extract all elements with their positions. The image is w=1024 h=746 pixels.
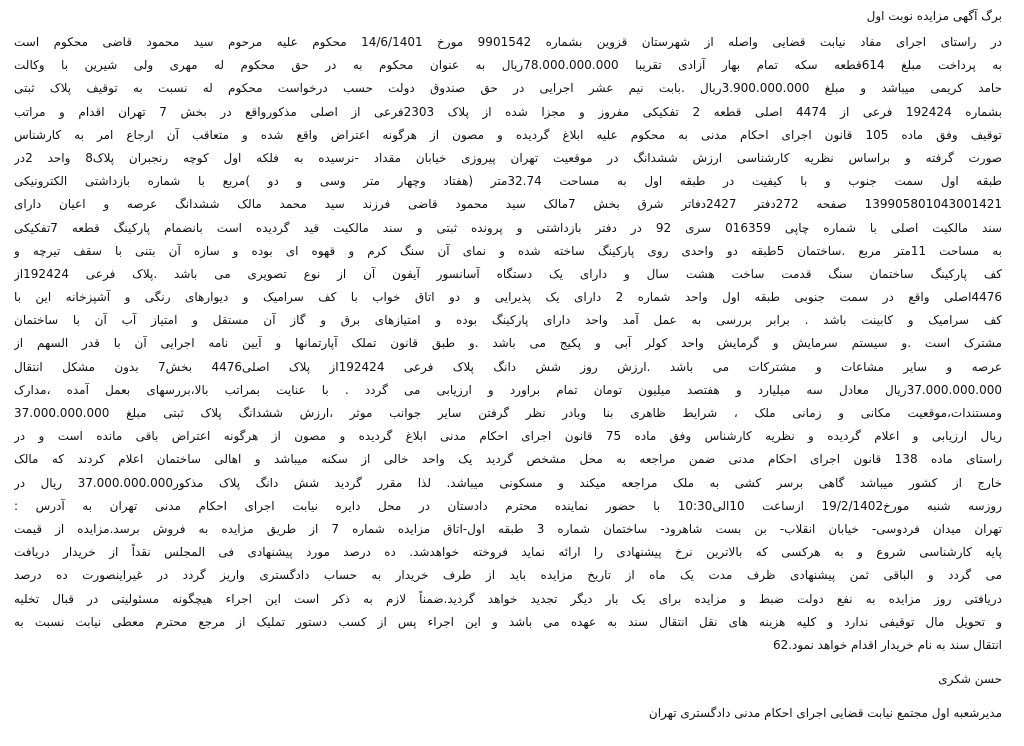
- body-line: 139905801043001421 صفحه 272دفتر 2427دفاتر شرق بخش 7مالک سید محمود قاضی فرزند سید محمد مالک ششدانگ عرصه و اعیان دارای: [14, 197, 1002, 212]
- body-line: ریال ارزیابی و اعلام گردیده و نظریه کارشناس وفق ماده 75 قانون اجرای احکام مدنی ابلاغ گردیده و مصون از هرگونه اعتراض باقی مانده است و در: [14, 429, 1002, 444]
- body-line: کف سرامیک و کابینت باشد . برابر بررسی به عمل آمد واحد دارای پارکینگ بوده و امتیازهای برق و گاز آن مستقل و امتیاز آب آن با ساختمان: [14, 313, 1002, 328]
- body-line: 4476اصلی واقع در سمت جنوبی طبقه اول واحد شماره 2 دارای یک پذیرایی و دو اتاق خواب با کف سرامیک و دیوارهای رنگی و آشپزخانه این با: [14, 290, 1002, 305]
- body-line: در راستای اجرای مفاد نیابت قضایی واصله از شهرستان قزوین بشماره 9901542 مورخ 14/6/1401 محکوم علیه مرحوم سید محمود قاضی محکوم است: [14, 35, 1002, 49]
- body-line: صورت گرفته و براساس نظریه کارشناسی ارزش ششدانگ در موقعیت تهران پیروزی خیابان مقداد -نرسیده به فلکه اول کوچه رنجبران پلاک8 واحد 2در: [14, 150, 1002, 165]
- body-line: روزسه شنبه مورخ19/2/1402 ازساعت 10الی10:30 با حضور نماینده محترم دادستان در محل دایره نیابت اجرای احکام مدنی تهران به آدرس :: [14, 498, 1002, 513]
- signer-name: حسن شکری: [938, 672, 1002, 687]
- body-line: می گردد و الباقی ثمن پیشنهادی ظرف مدت یک ماه از تاریخ مزایده باید از طرف خریدار به حساب دادگستری واریز گردد در غیراینصورت ده درصد: [14, 568, 1002, 583]
- body-line: پایه کارشناسی شروع و به هرکسی که بالاترین نرخ پیشنهادی را ارائه نماید فروخته خواهدشد. ده درصد مورد پیشنهادی فی المجلس نقداً از خریدار دریافت: [14, 545, 1002, 560]
- body-line: مشترک است .و سیستم سرمایش و گرمایش واحد کولر آبی و پکیج می باشد .و طبق قانون تملک آپارتمانها و آیین نامه اجرایی آن با قدر السهم از: [14, 336, 1002, 351]
- body-line: دریافتی روز مزایده به نفع دولت ضبط و مزایده برای یک بار دیگر تجدید خواهد گردید.ضمناً لازم به ذکر است این اجراء هیچگونه مسئولیتی در قبال تخلیه: [14, 591, 1002, 606]
- body-line: توقیف وفق ماده 105 قانون اجرای احکام مدنی به محکوم علیه ابلاغ گردیده و مصون از هرگونه اعتراض واقع شده و متعاقب آن ارجاع امر به کارشناس: [14, 127, 1002, 142]
- body-line: به پرداخت مبلغ 614قطعه سکه تمام بهار آزادی تقریبا 78.000.000.000ریال به عنوان محکوم به در حق محکوم له مهری ولی شیرین با وکالت: [14, 58, 1002, 73]
- body-line: خارج از کشور میباشد گاهی برسر کشی به ملک مراجعه میکند و مسکونی میباشد. لذا مقرر گردید شش دانگ پلاک مذکور37.000.000.000 ریال در: [14, 475, 1002, 490]
- body-line: 37.000.000.000ریال معادل سه میلیارد و هفتصد میلیون تومان تمام براورد و ارزیابی می گردد . با عنایت بمراتب بالا،بررسهای بعمل آمده ،مدارک: [14, 382, 1002, 397]
- body-line: انتقال سند به نام خریدار اقدام خواهد نمود.62: [772, 637, 1002, 652]
- body-line: ومستندات،موقعیت مکانی و زمانی ملک ، شرایط ظاهری بنا وبادر نظر گرفتن سایر جوانب موثر ،ارزش ششدانگ پلاک ثبتی مبلغ 37.000.000.000: [14, 406, 1002, 420]
- body-line: بشماره 192424 فرعی از 4474 اصلی قطعه 2 تفکیکی مفروز و مجزا شده از پلاک 2303فرعی از اصلی مذکورواقع در بخش 7 تهران اقدام و مراتب: [14, 104, 1002, 119]
- body-line: و تحویل مال توقیفی ندارد و کلیه هزینه های نقل انتقال سند به عهده می باشد و این اجراء پس از کسب دستور تملیک از مرجع محترم معطی نیابت نسبت به: [14, 614, 1002, 629]
- body-line: حامد کریمی میباشد و مبلغ 3.900.000.000ریال .بابت نیم عشر اجرایی در حق صندوق دولت حسب درخواست محکوم له نسبت به توقیف پلاک ثبتی: [14, 81, 1002, 96]
- body-line: سند مالکیت اصلی با شماره چاپی 016359 سری 92 در دفتر بازداشتی و پرونده ثبتی و سند مالکیت قید گردیده است بانضمام پارکینگ قطعه 7تفکیکی: [14, 220, 1002, 235]
- body-line: عرصه و سایر مشاعات و مشترکات می باشد .ارزش روز شش دانگ پلاک فرعی 192424از پلاک اصلی4476 بخش7 بدون مشکل انتقال: [14, 359, 1002, 374]
- body-line: تهران میدان فردوسی- خیابان انقلاب- بن بست شاهرود- ساختمان شماره 3 طبقه اول-اتاق مزایده شماره 7 از طریق مزایده به فروش برسد.مزایده از قیمت: [14, 521, 1002, 536]
- body-line: راستای ماده 138 قانون اجرای احکام مدنی ضمن مراجعه به محل مشخص گردید یک واحد خالی از سکنه میباشد و اهالی ساختمان اعلام کردند که مالک: [14, 452, 1002, 467]
- body-line: به مساحت 11متر مربع .ساختمان 5طبقه دو واحدی روی پارکینگ ساخته شده و نمای آن سنگ کرم و قهوه ای بوده و سازه آن بتنی با سقف تیرچه و: [14, 243, 1002, 258]
- notice-title: برگ آگهی مزایده نوبت اول: [866, 9, 1002, 23]
- body-line: کف پارکینگ ساختمان سنگ قدمت ساخت هشت سال و دارای یک دستگاه آسانسور آیفون آن از نوع تصویری می باشد .پلاک فرعی 192424از: [14, 266, 1002, 281]
- signer-title: مدیرشعبه اول مجتمع نیابت قضایی اجرای احکام مدنی دادگستری تهران: [648, 706, 1002, 721]
- notice-body: [14, 31, 1002, 657]
- body-line: طبقه اول سمت جنوب و با کیفیت در طبقه اول به مساحت 32.74متر (هفتاد وچهار متر وسی و دو )مربع با شماره بازداشتی الکترونیکی: [14, 174, 1002, 189]
